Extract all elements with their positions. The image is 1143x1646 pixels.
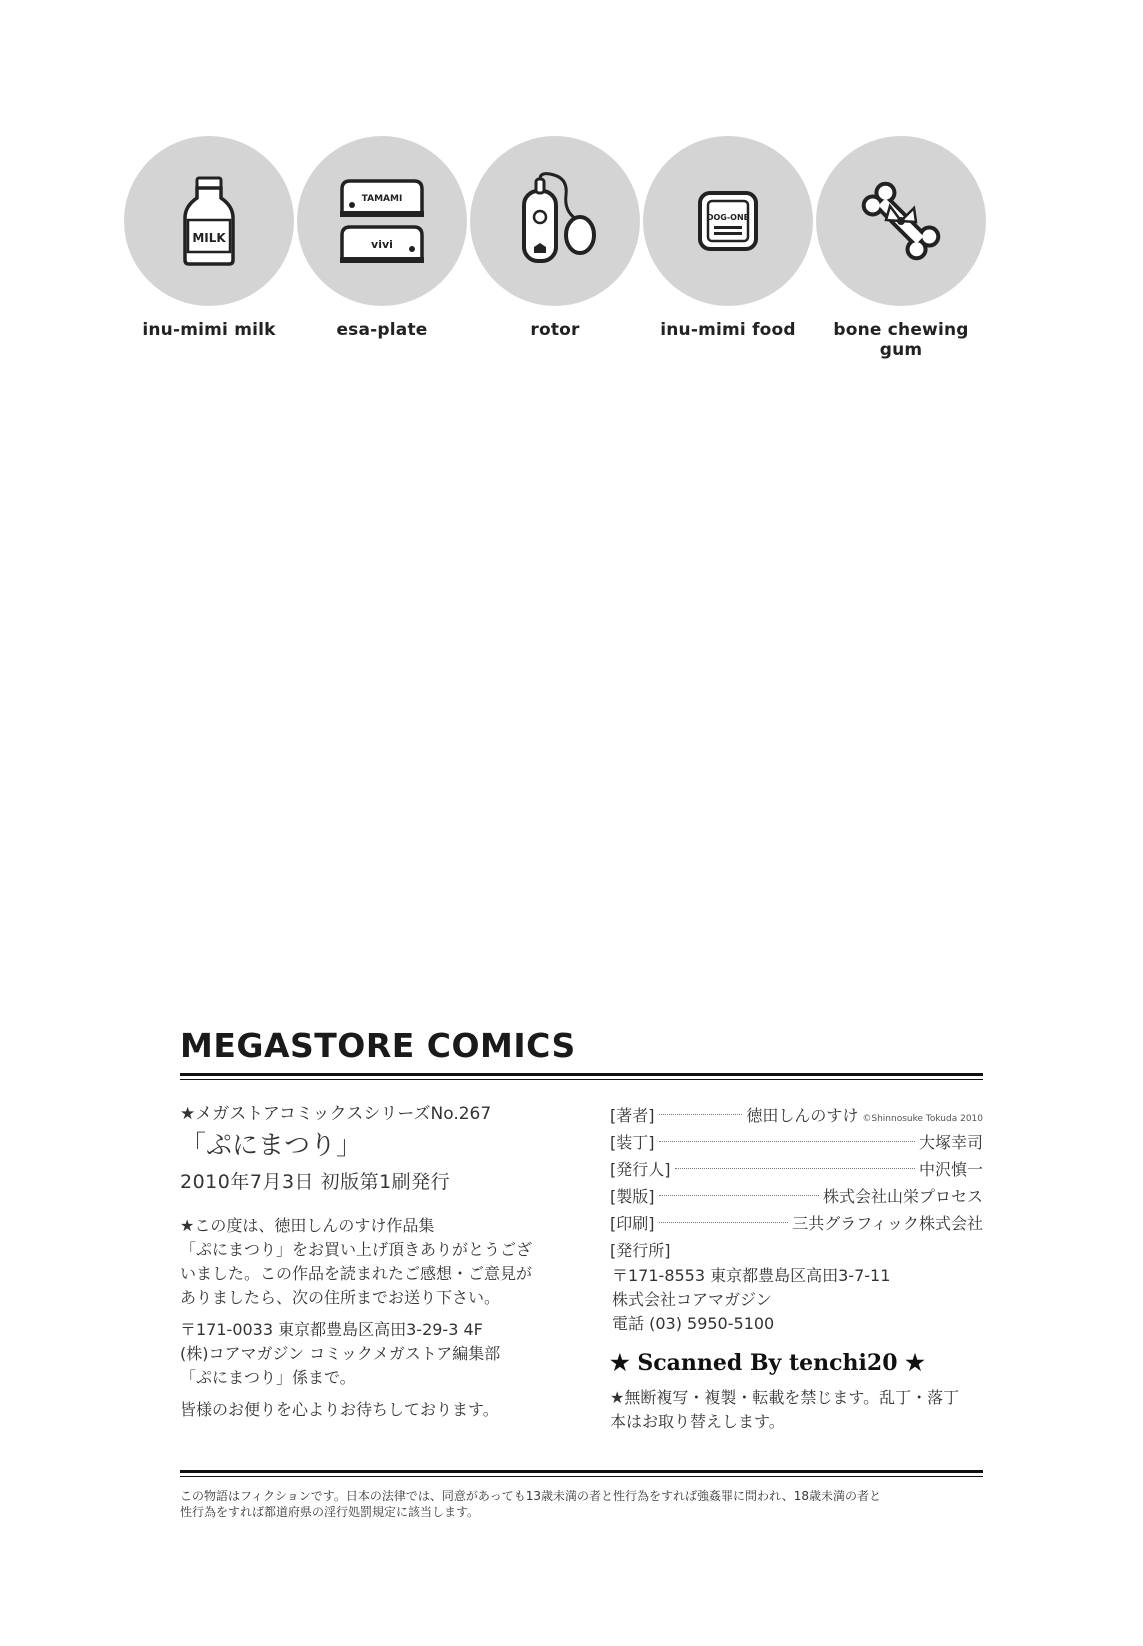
footer-line: この物語はフィクションです。日本の法律では、同意があっても13歳未満の者と性行為をすれば強姦罪に問われ、18歳未満の者と [180,1489,881,1503]
credit-leader [659,1222,789,1223]
credit-row-print [610,1210,983,1237]
address-line: 「ぷにまつり」係まで。 [180,1368,356,1387]
icon-item-food [640,136,816,340]
icon-item-milk [121,136,297,340]
icon-item-plate [294,136,470,340]
rotor-icon [470,136,640,306]
legal-footer [180,1488,983,1520]
icon-label-bone: bone chewing gum [833,320,969,360]
icon-label-rotor: rotor [530,320,580,340]
address-line: (株)コアマガジン コミックメガストア編集部 [180,1344,501,1363]
food-can-text: DOG-ONE [706,213,750,222]
publisher-phone: 電話 (03) 5950-5100 [612,1314,775,1333]
milk-bottle-text: MILK [192,231,226,245]
message-line: ありましたら、次の住所までお送り下さい。 [180,1288,501,1307]
icon-label-milk: inu-mimi milk [142,320,276,340]
address-line: 〒171-0033 東京都豊島区高田3-29-3 4F [180,1320,483,1339]
credit-value-text: 徳田しんのすけ [746,1106,859,1125]
message-line: 「ぷにまつり」をお買い上げ頂きありがとうござ [180,1240,533,1259]
credit-leader [659,1141,915,1142]
book-title: 「ぷにまつり」 [180,1131,363,1161]
footer-line: 性行為をすれば都道府県の淫行処罰規定に該当します。 [180,1505,480,1519]
credit-value: 大塚幸司 [918,1133,983,1152]
credit-key: [発行人] [610,1160,671,1179]
closing-line: 皆様のお便りを心よりお待ちしております。 [180,1400,499,1419]
series-number: ★メガストアコミックスシリーズNo.267 [180,1104,492,1124]
food-can-icon [643,136,813,306]
plates-icon [297,136,467,306]
message-line: ★この度は、徳田しんのすけ作品集 [180,1216,435,1235]
credit-leader [659,1114,743,1115]
reader-message [180,1214,580,1310]
copyright-notice [610,1386,983,1434]
copyright-note: ©Shinnosuke Tokuda 2010 [862,1114,983,1124]
credit-key: [印刷] [610,1214,655,1233]
milk-bottle-icon [124,136,294,306]
notice-line: ★無断複写・複製・転載を禁じます。乱丁・落丁 [610,1388,960,1407]
bottom-rule-thin [180,1476,983,1477]
goods-icons-row [0,0,1143,360]
icon-label-plate: esa-plate [336,320,428,340]
icon-item-rotor [467,136,643,340]
publisher-name: 株式会社コアマガジン [612,1290,772,1309]
top-rule [180,1073,983,1076]
credit-row-design [610,1129,983,1156]
credit-key: [製版] [610,1187,655,1206]
credit-row-plate [610,1183,983,1210]
publisher-address: 〒171-8553 東京都豊島区高田3-7-11 [612,1266,891,1285]
credit-leader [675,1168,915,1169]
plate-bottom-text: vivi [371,238,393,251]
right-column [610,1102,983,1434]
credit-row-publisher-person [610,1156,983,1183]
icon-label-food: inu-mimi food [660,320,796,340]
notice-line: 本はお取り替えします。 [610,1412,785,1431]
brand-title: MEGASTORE COMICS [180,1026,576,1065]
scanned-by-credit: ★ Scanned By tenchi20 ★ [610,1350,925,1376]
credit-leader [659,1195,819,1196]
message-line: いました。この作品を読まれたご感想・ご意見が [180,1264,533,1283]
left-column [180,1102,580,1422]
plate-top-text: TAMAMI [361,194,403,204]
credit-row-author [610,1102,983,1129]
bottom-rule [180,1470,983,1473]
credit-key: [著者] [610,1106,655,1125]
credit-value: 三共グラフィック株式会社 [792,1214,983,1233]
publisher-heading: [発行所] [610,1241,671,1260]
mailing-address [180,1318,580,1390]
credit-key: [装丁] [610,1133,655,1152]
credit-value: 中沢慎一 [918,1160,983,1179]
top-rule-thin [180,1079,983,1080]
icon-item-bone [813,136,989,360]
publish-date: 2010年7月3日 初版第1刷発行 [180,1171,451,1193]
bone-icon [816,136,986,306]
credit-value: 株式会社山栄プロセス [822,1187,983,1206]
